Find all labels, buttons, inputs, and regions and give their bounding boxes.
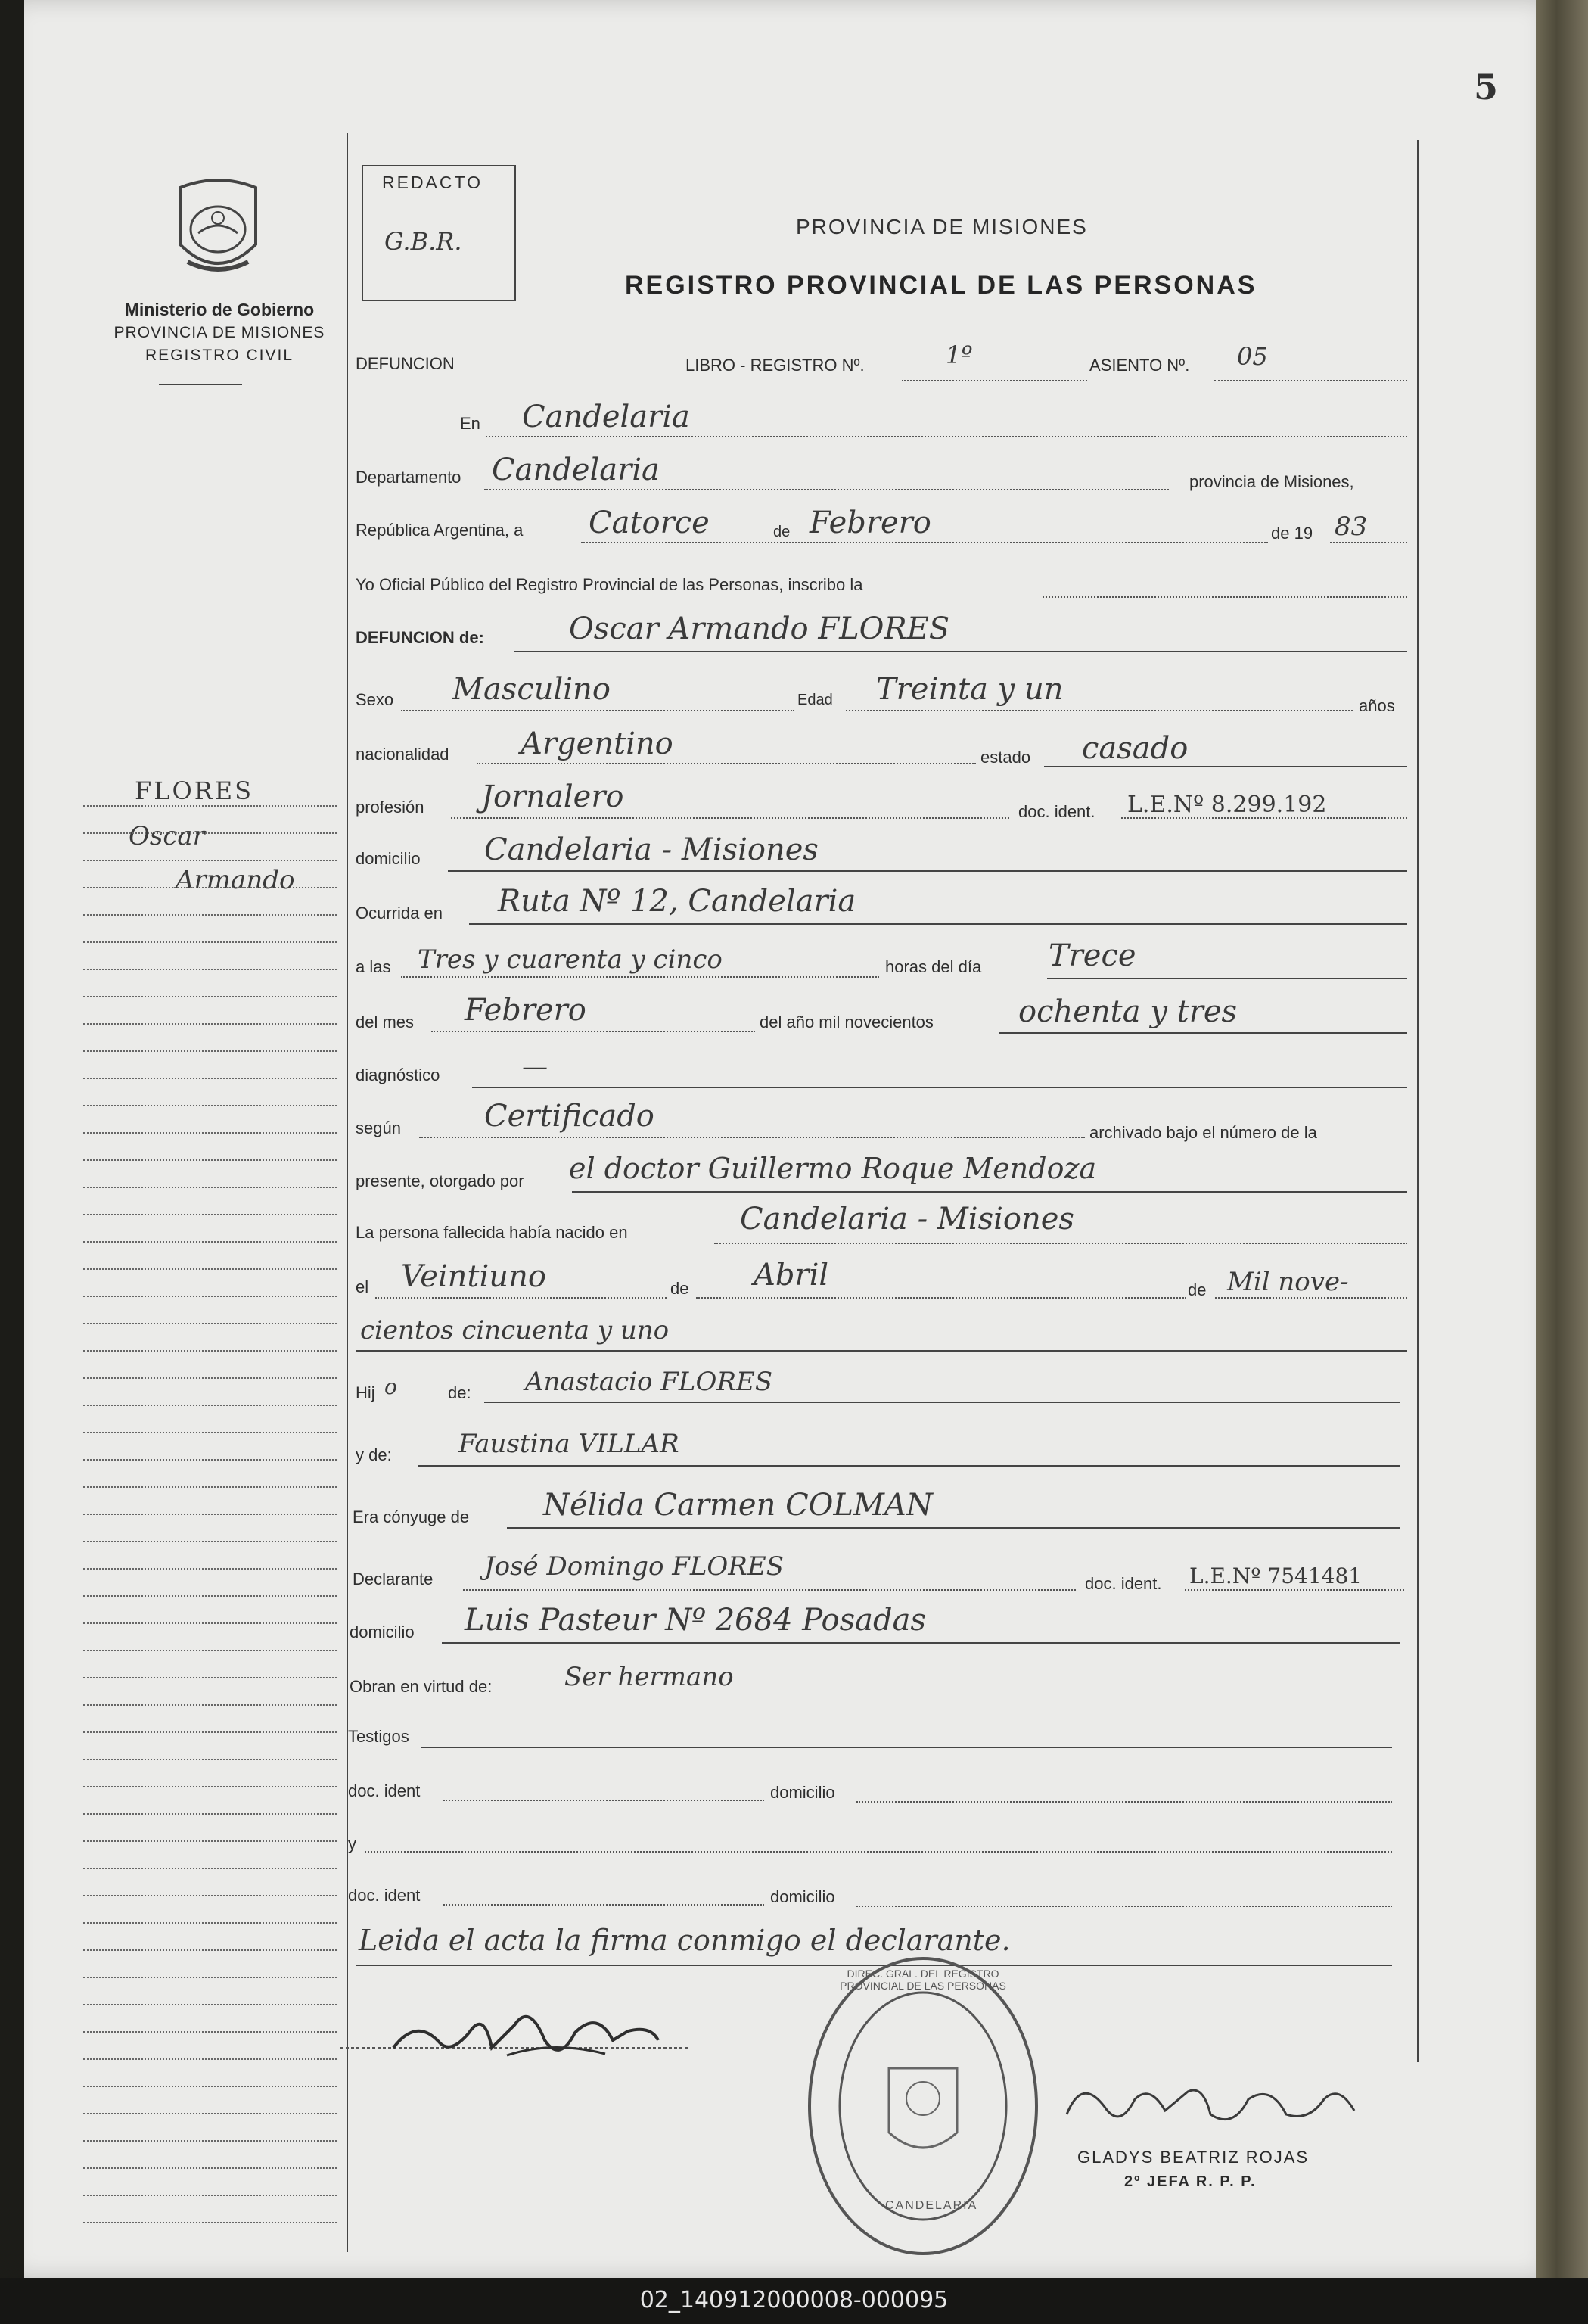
anio-line	[999, 1032, 1407, 1034]
edad-line	[846, 710, 1353, 711]
mes-value: Febrero	[465, 993, 586, 1028]
margin-rule	[83, 2058, 337, 2060]
stamp-ring-text: DIREC. GRAL. DEL REGISTRO PROVINCIAL DE LAS PERSONAS	[840, 1968, 1006, 1992]
profesion-line	[451, 817, 1009, 819]
hora-value: Tres y cuarenta y cinco	[418, 944, 723, 975]
archivado-label: archivado bajo el número de la	[1089, 1123, 1317, 1142]
margin-rule	[83, 2140, 337, 2142]
margin-rule	[83, 805, 337, 807]
margin-rule	[83, 1977, 337, 1978]
diagnostico-line	[472, 1087, 1407, 1088]
birth-day-value: Veintiuno	[401, 1259, 546, 1294]
anos-label: años	[1359, 696, 1395, 715]
sexo-label: Sexo	[356, 690, 394, 709]
domicilio-line	[448, 870, 1407, 872]
birth-year-cont-line	[356, 1350, 1407, 1352]
page-number: 5	[1474, 67, 1499, 107]
asiento-line	[1214, 380, 1407, 381]
day-value: Catorce	[589, 506, 710, 540]
ocurrida-value: Ruta Nº 12, Candelaria	[498, 884, 856, 919]
margin-rule	[83, 1759, 337, 1760]
year-prefix: de 19	[1271, 524, 1313, 543]
official-name: GLADYS BEATRIZ ROJAS	[1077, 2148, 1310, 2167]
father-value: Anastacio FLORES	[525, 1367, 773, 1397]
declarante-value: José Domingo FLORES	[484, 1551, 785, 1582]
form-type-label: DEFUNCION	[356, 354, 455, 373]
margin-rule	[83, 1677, 337, 1678]
obran-label: Obran en virtud de:	[350, 1677, 493, 1696]
margin-rule	[83, 1813, 337, 1815]
doc-ident-value: L.E.Nº 8.299.192	[1127, 792, 1327, 818]
margin-rule	[83, 1568, 337, 1570]
margin-rule	[83, 969, 337, 970]
registry-stamp-icon	[802, 1951, 1044, 2261]
sexo-value: Masculino	[452, 672, 611, 707]
presente-label: presente, otorgado por	[356, 1171, 524, 1190]
mes-line	[431, 1031, 755, 1032]
margin-rule	[83, 1241, 337, 1243]
margin-rule	[83, 1459, 337, 1461]
profesion-value: Jornalero	[481, 779, 624, 814]
margin-rule	[83, 2086, 337, 2087]
nacionalidad-value: Argentino	[521, 726, 673, 761]
margin-rule	[83, 1350, 337, 1352]
birth-year-line	[1215, 1297, 1407, 1299]
horas-dia-label: horas del día	[885, 957, 982, 976]
ministry-office: REGISTRO CIVIL	[145, 347, 294, 364]
margin-name2: Armando	[176, 865, 295, 895]
margin-rule	[83, 1949, 337, 1951]
closing-value: Leida el acta la firma conmigo el declarante.	[359, 1924, 1011, 1957]
libro-value: 1º	[946, 341, 973, 369]
margin-rule	[83, 860, 337, 861]
margin-rule	[83, 1323, 337, 1324]
hijo-de-label: de:	[448, 1383, 471, 1402]
margin-rule	[83, 1268, 337, 1270]
domicilio-label: domicilio	[356, 849, 421, 868]
declarant-signature	[325, 1995, 719, 2078]
domicilio-t2-label: domicilio	[770, 1887, 835, 1906]
margin-rule	[83, 1132, 337, 1134]
margin-rule	[83, 1159, 337, 1161]
republica-label: República Argentina, a	[356, 521, 524, 540]
conyuge-line	[507, 1527, 1400, 1529]
right-frame-line	[1417, 140, 1419, 2062]
margin-rule	[83, 2004, 337, 2005]
redacto-initials: G.B.R.	[384, 227, 462, 256]
anio-label: del año mil novecientos	[760, 1013, 934, 1031]
birth-year-cont: cientos cincuenta y uno	[360, 1315, 670, 1346]
obran-value: Ser hermano	[564, 1662, 734, 1692]
margin-rule	[83, 1731, 337, 1733]
en-line	[486, 436, 1407, 437]
declarante-doc-label: doc. ident.	[1085, 1574, 1162, 1593]
margin-rule	[83, 1432, 337, 1433]
margin-name1: Oscar	[129, 821, 205, 851]
margin-rule	[83, 1704, 337, 1706]
stamp-place: CANDELARIA	[885, 2199, 978, 2212]
margin-rule	[83, 1622, 337, 1624]
margin-rule	[83, 2031, 337, 2033]
en-value: Candelaria	[522, 400, 690, 434]
domicilio-value: Candelaria - Misiones	[484, 832, 819, 867]
book-edge	[1536, 0, 1588, 2278]
margin-rule	[83, 1023, 337, 1025]
declarante-doc-line	[1185, 1589, 1404, 1591]
hijo-suffix: o	[384, 1374, 397, 1399]
segun-line	[419, 1137, 1085, 1138]
official-title: 2º JEFA R. P. P.	[1124, 2173, 1257, 2190]
margin-rule	[83, 1868, 337, 1869]
estado-line	[1044, 766, 1407, 767]
domicilio2-value: Luis Pasteur Nº 2684 Posadas	[465, 1603, 926, 1638]
libro-label: LIBRO - REGISTRO Nº.	[685, 356, 865, 375]
year-line	[1330, 542, 1407, 543]
ministry-name: Ministerio de Gobierno	[124, 300, 315, 319]
left-frame-line	[347, 133, 348, 2252]
fecha-line	[581, 542, 1268, 543]
domicilio-t1-label: domicilio	[770, 1783, 835, 1802]
nacionalidad-label: nacionalidad	[356, 745, 449, 764]
domicilio-t1-line	[856, 1801, 1392, 1803]
diagnostico-value: —	[522, 1052, 548, 1082]
doc-ident-t1-line	[443, 1800, 764, 1801]
margin-rule	[83, 887, 337, 888]
nacionalidad-line	[477, 763, 976, 764]
birth-day-line	[375, 1297, 667, 1299]
hijo-label: Hij	[356, 1383, 375, 1402]
nacido-value: Candelaria - Misiones	[740, 1202, 1074, 1237]
del-mes-label: del mes	[356, 1013, 415, 1031]
margin-rule	[83, 1486, 337, 1488]
margin-rule	[83, 1078, 337, 1079]
margin-rule	[83, 2167, 337, 2169]
estado-label: estado	[980, 748, 1031, 767]
ministry-province: PROVINCIA DE MISIONES	[113, 324, 325, 341]
nacido-label: La persona fallecida había nacido en	[356, 1223, 628, 1242]
alas-label: a las	[356, 957, 391, 976]
mother-line	[418, 1465, 1400, 1467]
margin-rule	[83, 996, 337, 997]
departamento-line	[484, 489, 1169, 490]
doc-ident-label: doc. ident.	[1018, 802, 1095, 821]
conyuge-value: Nélida Carmen COLMAN	[543, 1488, 933, 1523]
provincia-suffix: provincia de Misiones,	[1189, 472, 1354, 491]
el-label: el	[356, 1277, 369, 1296]
official-signature	[1052, 2069, 1392, 2137]
oficial-text: Yo Oficial Público del Registro Provincial de las Personas, inscribo la	[356, 575, 863, 594]
margin-rule	[83, 1105, 337, 1106]
conyuge-label: Era cónyuge de	[353, 1507, 470, 1526]
margin-rule	[83, 1595, 337, 1597]
margin-rule	[83, 832, 337, 834]
libro-line	[902, 380, 1087, 381]
asiento-value: 05	[1237, 342, 1268, 371]
hora-line	[401, 976, 879, 978]
margin-rule	[83, 1541, 337, 1542]
margin-rule	[83, 1296, 337, 1297]
en-label: En	[460, 414, 480, 433]
margin-rule	[83, 1514, 337, 1515]
margin-surname: FLORES	[135, 776, 254, 805]
edad-value: Treinta y un	[876, 672, 1064, 707]
margin-rule	[83, 2222, 337, 2223]
ministry-divider	[159, 384, 242, 385]
profesion-label: profesión	[356, 798, 424, 817]
anio-value: ochenta y tres	[1018, 994, 1238, 1029]
redacto-label: REDACTO	[382, 173, 483, 192]
doc-ident-t2-line	[443, 1904, 764, 1906]
y-label: y	[348, 1834, 356, 1853]
margin-rule	[83, 1405, 337, 1406]
coat-of-arms-icon	[165, 173, 271, 286]
ocurrida-label: Ocurrida en	[356, 904, 443, 922]
margin-rule	[83, 2113, 337, 2114]
deceased-line	[514, 651, 1407, 652]
margin-rule	[83, 1050, 337, 1052]
year-value: 83	[1335, 512, 1368, 542]
margin-rule	[83, 1840, 337, 1842]
doc-ident-t1-label: doc. ident	[348, 1781, 421, 1800]
margin-rule	[83, 914, 337, 916]
birth-month-line	[696, 1297, 1186, 1299]
declarante-doc-value: L.E.Nº 7541481	[1189, 1563, 1363, 1588]
margin-rule	[83, 1922, 337, 1924]
otorgado-value: el doctor Guillermo Roque Mendoza	[569, 1152, 1097, 1185]
testigos-line	[421, 1747, 1392, 1748]
segun-value: Certificado	[484, 1099, 654, 1134]
margin-rule	[83, 1187, 337, 1188]
domicilio-t2-line	[856, 1906, 1392, 1907]
departamento-label: Departamento	[356, 468, 461, 487]
edad-label: Edad	[797, 692, 833, 708]
margin-rule	[83, 1895, 337, 1896]
testigos-label: Testigos	[348, 1727, 409, 1746]
birth-de-label: de	[670, 1279, 689, 1298]
father-line	[484, 1402, 1400, 1403]
margin-rule	[83, 1377, 337, 1379]
departamento-value: Candelaria	[492, 453, 660, 487]
diagnostico-label: diagnóstico	[356, 1066, 440, 1084]
birth-year-value: Mil nove-	[1227, 1267, 1349, 1297]
ocurrida-line	[469, 923, 1407, 925]
sexo-line	[401, 710, 794, 711]
oficial-line	[1043, 596, 1407, 598]
dia-value: Trece	[1049, 938, 1136, 973]
header-registry: REGISTRO PROVINCIAL DE LAS PERSONAS	[625, 271, 1257, 300]
nacido-line	[714, 1243, 1407, 1244]
y-de-label: y de:	[356, 1445, 392, 1464]
birth-month-value: Abril	[754, 1258, 829, 1293]
margin-rule	[83, 941, 337, 943]
declarante-label: Declarante	[353, 1570, 434, 1588]
de-label: de	[773, 524, 791, 540]
margin-rule	[83, 1650, 337, 1651]
birth-de2-label: de	[1188, 1280, 1207, 1299]
deceased-name: Oscar Armando FLORES	[569, 611, 950, 646]
domicilio2-line	[442, 1642, 1400, 1644]
doc-ident-t2-label: doc. ident	[348, 1886, 421, 1905]
mother-value: Faustina VILLAR	[458, 1429, 679, 1459]
defuncion-de-label: DEFUNCION de:	[356, 628, 484, 647]
estado-value: casado	[1082, 731, 1189, 766]
domicilio2-label: domicilio	[350, 1622, 415, 1641]
asiento-label: ASIENTO Nº.	[1089, 356, 1190, 375]
margin-rule	[83, 2195, 337, 2196]
margin-rule	[83, 1786, 337, 1787]
otorgado-line	[572, 1191, 1407, 1193]
month-value: Febrero	[810, 506, 931, 540]
image-caption: 02_140912000008-000095	[639, 2287, 949, 2313]
dia-line	[1047, 978, 1407, 979]
declarante-line	[463, 1589, 1076, 1591]
margin-rule	[83, 1214, 337, 1215]
segun-label: según	[356, 1118, 401, 1137]
header-province: PROVINCIA DE MISIONES	[796, 215, 1088, 238]
y-line	[365, 1851, 1392, 1853]
